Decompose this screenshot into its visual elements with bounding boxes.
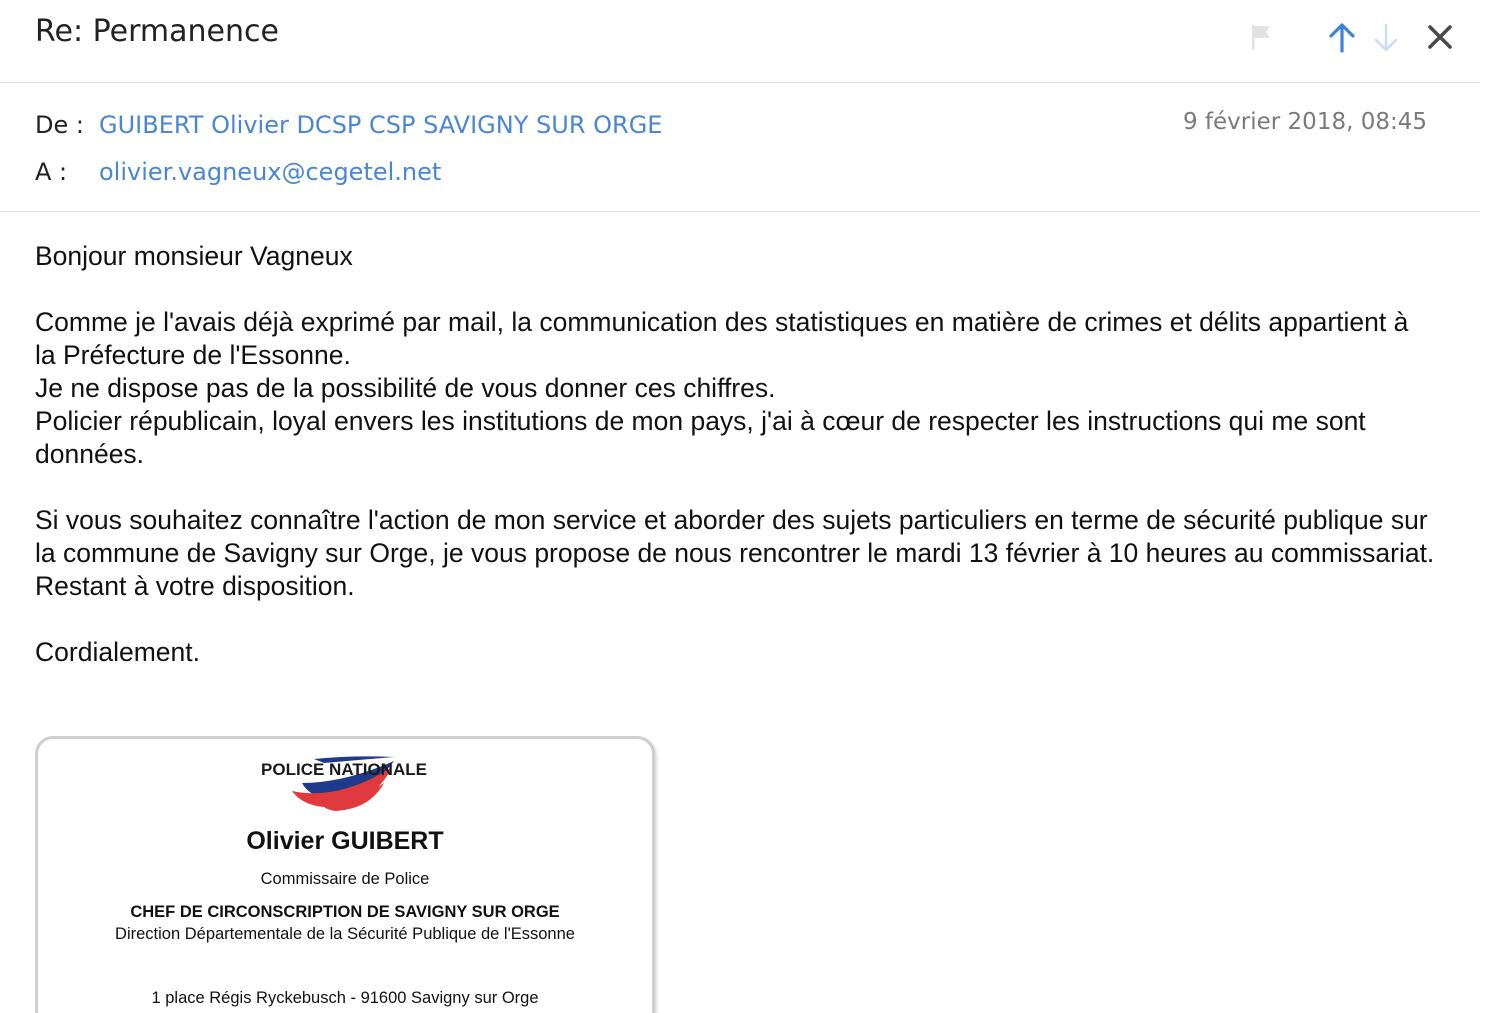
message-subject: Re: Permanence xyxy=(35,14,279,49)
message-toolbar xyxy=(1240,18,1460,58)
recipient-link[interactable]: olivier.vagneux@cegetel.net xyxy=(99,158,442,186)
signature-direction: Direction Départementale de la Sécurité Publique de l'Essonne xyxy=(115,925,575,943)
body-line: Policier républicain, loyal envers les institutions de mon pays, j'ai à cœur de respecter les instructions qui me sont xyxy=(35,406,1366,436)
arrow-down-icon xyxy=(1372,21,1400,53)
from-label: De : xyxy=(35,111,84,139)
signature-card xyxy=(35,736,655,1013)
flag-button[interactable] xyxy=(1244,18,1280,56)
police-nationale-logo xyxy=(244,753,444,813)
sender-link[interactable]: GUIBERT Olivier DCSP CSP SAVIGNY SUR ORGE xyxy=(99,111,663,139)
body-line: Restant à votre disposition. xyxy=(35,571,355,601)
message-body xyxy=(35,240,1485,669)
next-message-button[interactable] xyxy=(1368,18,1404,56)
body-line: Comme je l'avais déjà exprimé par mail, la communication des statistiques en matière de crimes et délits appartient à xyxy=(35,307,1409,337)
signature-name: Olivier GUIBERT xyxy=(246,827,444,855)
message-date: 9 février 2018, 08:45 xyxy=(1182,109,1427,135)
signature-chief: CHEF DE CIRCONSCRIPTION DE SAVIGNY SUR ORGE xyxy=(130,903,560,921)
close-button[interactable] xyxy=(1422,18,1458,56)
previous-message-button[interactable] xyxy=(1324,18,1360,56)
arrow-up-icon xyxy=(1327,21,1357,53)
logo-text: POLICE NATIONALE xyxy=(261,760,427,779)
header-divider xyxy=(0,82,1480,83)
body-line: Si vous souhaitez connaître l'action de mon service et aborder des sujets particuliers en terme de sécurité publique sur xyxy=(35,505,1428,535)
signature-address: 1 place Régis Ryckebusch - 91600 Savigny sur Orge xyxy=(151,989,539,1007)
close-icon xyxy=(1426,23,1454,51)
flag-icon xyxy=(1249,22,1275,52)
body-line: la Préfecture de l'Essonne. xyxy=(35,340,351,370)
greeting: Bonjour monsieur Vagneux xyxy=(35,241,353,271)
body-line: données. xyxy=(35,439,145,469)
body-line: la commune de Savigny sur Orge, je vous propose de nous rencontrer le mardi 13 février à 10 heures au commissariat. xyxy=(35,538,1435,568)
closing: Cordialement. xyxy=(35,637,200,667)
to-label: A : xyxy=(35,158,68,186)
body-line: Je ne dispose pas de la possibilité de vous donner ces chiffres. xyxy=(35,373,776,403)
meta-divider xyxy=(0,211,1480,212)
signature-title: Commissaire de Police xyxy=(260,870,430,888)
